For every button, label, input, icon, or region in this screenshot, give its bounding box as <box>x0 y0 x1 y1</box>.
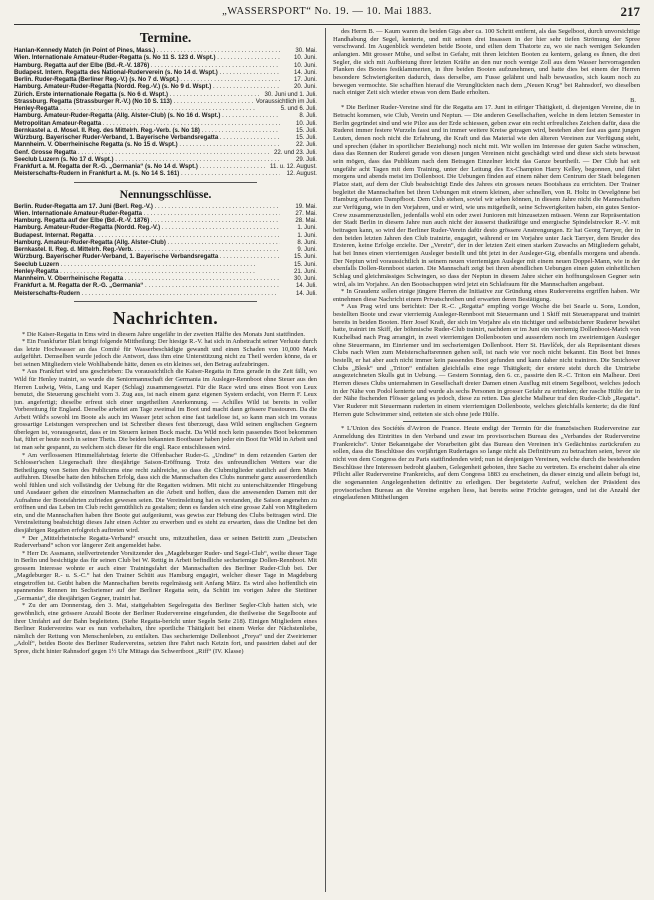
nennung-date: 28. Mai. <box>295 217 317 224</box>
termine-row <box>14 134 317 141</box>
termine-event: Mannheim. V. Oberrheinische Regatta (s. No 15 d. Wspt.) . . . <box>14 141 280 148</box>
termine-event: Frankfurt a. M. Regatta der R.-G. „Germania“ (s. No 14 d. Wspt.) . . . <box>14 163 267 170</box>
termine-event: Genf. Grosse Regatta . . . <box>14 149 271 156</box>
news-paragraph: * L'Union des Sociétés d'Aviron de France. Heute endigt der Termin für die französischen Rudervereine zur Anmeldung des Eintrittes in den Verband und zwar im provisorischen Bureau des „Verbandes der Rudervereine Frankreichs“. Unter Bekanntgabe der Vorarbeiten gibt das Bureau den Vereinen in's Gedächtniss zurückrufen zu sollen, dass die Beschlüsse des vorjährigen Rudertages so lange nicht als Definitivum zu betrachten seien, bevor sie nicht von dem Congress der zu Paris stattfindenden wird; nun ist denjenigen Vereinen, welche durch die bestehenden Beschlüsse ihre Interessen bedroht glauben, Gelegenheit geboten, ihre Sache zu vertreten. Es erscheint daher als eine Pflicht aller Rudervereine Frankreichs, auf dem Congress 1883 zu erscheinen, da dieser einzig und allein befugt ist, die sogenannten Angelegenheiten definitiv zu erledigen. Der begeisterte Aufruf, welchen der Präsident des provisorischen Bureau an die Vereine ergehen liess, hat bereits seine Früchte getragen, und ist die Anzahl der eingelaufenen Mittheilungen <box>333 425 640 502</box>
nennung-row <box>14 210 317 217</box>
termine-date: 29. Juli. <box>295 155 317 163</box>
termine-row <box>14 149 317 156</box>
termine-date: 10. Juni. <box>293 61 317 69</box>
left-news-text <box>14 331 317 656</box>
left-column <box>14 28 317 892</box>
termine-date: 11. u. 12. August. <box>270 163 317 170</box>
section-rule <box>403 421 570 422</box>
termine-row <box>14 76 317 83</box>
news-paragraph: * Der „Mittelrheinische Regatta-Verband“ ersucht uns, mitzutheilen, dass er seinen Beitritt zum „Deutschen Ruderverband“ schon vor längerer Zeit angemeldet habe. <box>14 534 317 550</box>
author-signature: B. <box>630 96 636 104</box>
nennung-event: Berlin. Ruder-Regatta am 17. Juni (Berl. Reg.-V.) . . . <box>14 203 280 210</box>
termine-event: Hanlan-Kennedy Match (in Point of Pines, Mass.) . . . <box>14 47 280 54</box>
termine-date: 8. Juli. <box>299 112 317 120</box>
termine-row <box>14 91 317 98</box>
nennung-row <box>14 217 317 224</box>
nennung-event: Henley-Regatta . . . <box>14 268 280 275</box>
running-title: „WASSERSPORT“ No. 19. — 10. Mai 1883. <box>222 6 432 17</box>
news-paragraph: des Herrn B. — Kaum waren die beiden Gigs aber ca. 100 Schritt entfernt, als das Segelboot, durch unvorsichtige Handhabung der Segel, kenterte, und mit seinen drei Insassen in der hier sehr tiefen Strömung der Spree verschwand. Im Augenblick wendeten beide Boote, und eilten dem Thatorte zu, wo sie nach wenigen Sekunden anlangten. Mit grosser Mühe, und selbst in Gefahr, mit ihren leichten Booten zu kentern, gelang es ihnen, die drei Segler, die sich mit Aufbietung ihrer letzten Kräfte an den nur noch wenige Zoll aus dem Wasser hervorragenden Planken des Bootes festklammerten, in ihre beiden Booten aufzunehmen, und hatte dies bei einem der Herren besondere Schwierigkeiten dadurch, dass derselbe, am Fusse gelähmt und halb bewusstlos, sich kaum noch zu bewegen vermochte. Sie schafften hierauf die Verunglückten nach dem „Neuen Krug“ bei Rahnsdorf, wo dieselben nach einiger Zeit sich wieder etwas von dem Bade erholten. <box>333 28 640 97</box>
nennung-date: 8. Juni. <box>297 238 317 246</box>
nennung-heading: Nennungsschlüsse. <box>119 188 212 201</box>
news-paragraph: * Aus Prag wird uns berichtet: Der R.-C. „Regatta“ empfing vorige Woche die bei Searle u. Sons, London, bestellten Boote und zwar vierriemig Ausleger-Rennboot mit Steuermann und 1 Skiff mit Steuerapparat und trainirt bereits in beiden Booten. Herr Josef Kraft, der sich im Vorjahre als ein tüchtiger und selbstsicherer Ruderer bewährt hatte, trainirt im Skiff, der böhmische Ruder-Club trainirt, nachdem er im Juni ein vierriemig Dollenboot-Match von Kuchelbad nach Prag arrangirt, in zwei vierriemigen Dollenbooten und ausserdem noch im zweiriemigen Ausleger ohne Steuermann, im Einriemer und im sechsriemigen Dollenboot. Herr St. Havlíček, der als Repräsentant dieses Clubs nach Wien zum Meisterschaftsrennen gehen soll, ist nach wie vor noch nicht bekannt. Ein Boot bei Innes bestellt, er hat aber auch nicht immer kein passendes Boot gefunden und kann daher nicht trainiren. Die Smichover Clubs „Blesk“ und „Triton“ entfalten gleichfalls eine rege Thätigkeit; der erstere steht durch die Umtriebe ausgezeichneten Skulls gut in Uebung. — Gestern Sonntag, den 6. cr., passirte den R.-C. Triton ein Malheur. Drei Herren dieses Clubs unternahmen in Gesellschaft dreier Damen einen Ausflug mit einem Segelboot, welches jedoch in der Nähe von Podol kenterte und wurde als sechs Personen in grosser Gefahr zu ertrinken; der rasche Hülfe der in der Nähe fischenden Flösser gelang es jedoch, diese zu retten. Das gleiche Malheur traf den Ruder-Club „Regatta“. Vier Ruderer mit Steuermann ruderten in einem vierriemigen Dollenboote, welches gleichfalls kenterte; da die fünf Herren gute Schwimmer sind, retteten sie sich ohne jede Hülfe. <box>333 303 640 418</box>
page-number: 217 <box>620 4 640 19</box>
termine-event: Seeclub Luzern (s. No 17 d. Wspt.) . . . <box>14 156 280 163</box>
termine-event: Berlin. Ruder-Regatta (Berliner Reg.-V.) (s. No 7 d. Wspt.) . . . <box>14 76 280 83</box>
nennung-date: 19. Mai. <box>295 202 317 210</box>
nennung-row <box>14 246 317 253</box>
termine-date: 15. Juli. <box>295 134 317 141</box>
termine-row <box>14 83 317 90</box>
termine-date: 17. Juni. <box>293 76 317 83</box>
termine-date: 22. Juli. <box>295 141 317 149</box>
right-news-text <box>333 28 640 502</box>
termine-event: Hamburg. Amateur-Ruder-Regatta (Nordd. Reg.-V.) (s. No 9 d. Wspt.) . . . <box>14 83 280 90</box>
nennung-event: Bernkastel. II. Reg. d. Mittelrh. Reg.-Verb. . . . <box>14 246 280 253</box>
termine-row <box>14 69 317 76</box>
nennung-row <box>14 268 317 275</box>
termine-row <box>14 141 317 148</box>
termine-date: 20. Juni. <box>293 83 317 91</box>
termine-date: 15. Juli. <box>295 126 317 134</box>
termine-row <box>14 170 317 177</box>
nennung-event: Mannheim. V. Oberrheinische Regatta . . . <box>14 275 280 282</box>
news-paragraph: * Zu der am Donnerstag, den 3. Mai, stattgehabten Segelregatta des Berliner Segler-Club hatten sich, wie gewöhnlich, eine grössere Anzahl Boote der Berliner Rudervereine eingefunden, die theilweise die Segelboote auf ihrer Umfahrt auf der Bahn begleiteten. (Siehe Regatta-bericht unter Segeln Seite 218). Einigen Mitgliedern eines Berliner Rudervereins war es nun vorbehalten, ihre sportliche Thätigkeit bei einem Werke der Nächstenliebe, nämlich der Rettung von Menschenleben, zu entfalten. Das sechsriemige Dollenboot „Freya“ und der Zweiriemer „Adolf“, beides Boote des Berliner Rudervereins, setzten ihre Fahrt nach Ketzin fort, und passirten dabei auf der Spree, dicht hinter Rahnsdorf gegen 1½ Uhr Mittags das Schwertboot „Riff“ (IV. Klasse) <box>14 602 317 655</box>
nennung-event: Hamburg. Amateur-Ruder-Regatta (Nordd. Reg.-V.) . . . <box>14 224 280 231</box>
nennung-row <box>14 224 317 231</box>
nennung-date: 14. Juli. <box>295 282 317 290</box>
column-divider <box>325 28 326 892</box>
news-paragraph: * Ein Frankfurter Blatt bringt folgende Mittheilung: Der hiesige R.-V. hat sich in Anbetracht seiner Verluste durch das letzte Hochwasser an das Comité für Wasserbeschädigte gewandt und einen Schaden von 10,000 Mark aufgeführt. Demselben wurde jedoch die Antwort, dass ihm eine Unterstützung nicht zu Theil werden könne, da er bei seinen Mitgliedern viele Wohlhabende hätte, denen es ein kleines sei, den Betrag aufzubringen. <box>14 338 317 368</box>
nennung-row <box>14 203 317 210</box>
nennung-date: 21. Juni. <box>293 267 317 275</box>
nennung-date: 1. Juni. <box>297 224 317 232</box>
termine-event: Hamburg. Regatta auf der Elbe (Bd.-R.-V. 1876) . . . <box>14 62 280 69</box>
termine-row <box>14 156 317 163</box>
termine-date: Voraussichtlich im Juli. <box>255 97 317 105</box>
termine-row <box>14 120 317 127</box>
nennung-row <box>14 261 317 268</box>
termine-date: 12. August. <box>286 170 317 178</box>
nachrichten-heading: Nachrichten. <box>112 307 219 328</box>
nennung-row <box>14 290 317 297</box>
termine-date: 10. Juli. <box>295 119 317 127</box>
nennung-row <box>14 232 317 239</box>
nennung-date: 14. Juli. <box>295 289 317 297</box>
termine-date: 5. und 6. Juli. <box>280 105 317 112</box>
termine-event: Meisterschafts-Rudern in Frankfurt a. M. (s. No 14 S. 161) . . . <box>14 170 280 177</box>
page-header <box>14 0 640 25</box>
termine-row <box>14 98 317 105</box>
termine-row <box>14 163 317 170</box>
nennung-event: Seeclub Luzern . . . <box>14 261 280 268</box>
nennung-date: 27. Mai. <box>295 209 317 217</box>
nennung-date: 15. Juni. <box>293 260 317 268</box>
nennung-event: Frankfurt a. M. Regatta der R.-G. „Germania“ . . . <box>14 282 280 289</box>
termine-event: Henley-Regatta . . . <box>14 105 278 112</box>
termine-row <box>14 54 317 61</box>
termine-row <box>14 62 317 69</box>
termine-row <box>14 112 317 119</box>
section-rule <box>74 182 257 183</box>
termine-event: Wien. Internationale Amateur-Ruder-Regatta (s. No 11 S. 123 d. Wspt.) . . . <box>14 54 280 61</box>
nennung-row <box>14 282 317 289</box>
news-paragraph: * Die Berliner Ruder-Vereine sind für die Regatta am 17. Juni in eifriger Thätigkeit, d. diejenigen Vereine, die in Betracht kommen, wie Club, Verein und Neptun. — Die anderen Gesellschaften, welche in dem letzten Semester in Berlin gegründet sind und wie Pilze aus der Erde schiessen, geben zwar ein recht erfreuliches Zeichen dafür, dass die Ruderei immer festere Wurzeln fasst und in immer weitere Kreise getragen wird, bestehen aber fast aus ganz jungen Leuten, denen noch nicht die Erfahrung, die Kraft und das Material wie den älteren Vereinen zur Verfügung steht, und sprechen (daher in sportlicher Beziehung) noch nicht mit. Wir wollen im Interesse der guten Sache wünschen, dass das Rennen der Ruderei gerade von diesen jungen Vereinen nicht geschädigt wird und diese sich stets bewusst sein mögen, dass das Publikum nach dem Betragen Einzelner leicht das Ganze beurtheilt. — Der Club hat seit ungefähr acht Tagen mit dem Training, unter der Leitung des Ex-Champion Harry Kelley, begonnen, und fährt morgens und abends meist im Dollenboot. Die Uebungen finden auf einem näher dem Centrum der Stadt belegenen Platze statt, auf dem der Club beabsichtigt Ende des Jahres ein grosses neues Bootshaus zu errichten. Der Trainer begleitet die Mannschaften bei ihren Uebungen mit einem kleinen, aber schnellen, von R. Holtz in Oevelgönne bei Hamburg erbauten Dampfboot. Dem Club stehen, soviel wir sehen können, in diesem Jahre nicht die Mannschaften zur Verfügung, wie in den Vorjahren, und er wird, wie uns mitgetheilt, seine Schwerigkeiten haben, ein gutes Senior-Crew zusammenzustellen, jedenfalls wohl ein oder zwei Junioren mit hinzusetzen müssen. Wenn zur Repräsentation der Stadt Berlin in diesem Jahre nun auch nicht der äusserst thatkräftige und energische Spindelstrecker R.-V. mit beitragen kann, so wird der Berliner Ruder-Verein dafür desto grössere Anstrengungen. Er hat Georg Tarryer, der in den beiden letzten Jahren den Club trainirte, engagirt, während er im Vorjahre unter Jack Tarryer, dem Bruder des Ersteren, keine Erfolge erzielte. Der „Verein“, der in der letzten Zeit einen starken Zuwachs an Mitgliedern gehabt, hat bei Innes einen vierriemigen Ausleger bestellt und übt jetzt in der Ausleger-Gig, ebenfalls morgens und abends. Der Neptun wird voraussichtlich in seinem neuen vierriemigen Ausleger mit einem neuen Doppel-Mann, wie in der ebenfalls Dollen-Rennboot starten. Die Mannschaft zeigt bei ihren abendlichen Uebungen einen guten einheitlichen Schlag und gleichmässiges Schwingen, so dass der Neptun in diesem Jahre sicher ein hoffnungslosen Gegner sein wird, als im Vorjahre. An den Bootsschuppen wird jetzt ein Schlafraum für die Mannschaften angebaut. <box>333 104 640 288</box>
termine-event: Bernkastel a. d. Mosel. II. Reg. des Mittelrh. Reg.-Verb. (s. No 18) . . . <box>14 127 280 134</box>
nennung-event: Hamburg. Amateur-Ruder-Regatta (Allg. Alster-Club) . . . <box>14 239 280 246</box>
nennung-date: 30. Juni. <box>293 275 317 282</box>
termine-date: 14. Juni. <box>293 68 317 76</box>
nennung-table <box>14 203 317 297</box>
section-rule <box>74 301 257 302</box>
news-paragraph: * Aus Frankfurt wird uns geschrieben: Da voraussichtlich die Kaiser-Regatta in Ems gerade in die Zeit fällt, wo Wild für Henley trainirt, so wurde die Seniormannschaft der Germania im Ausleger-Rennboot ohne Steuer aus den Herren Ludwig, Weis, Lang und Kaper (Schlag) zusammengesetzt. Für die Race wird uns eines Boot von Leux benutzt, die Steuerung geschieht vom 3. Zug aus, ist nach einem ganz eigenen System erdacht, von Herrn F. Leux jun. angefertigt; dieselbe erfreut sich einer ungetheilten Anerkennung. — Achilles Wild ist bereits in voller Vorbereitung für England. Derselbe arbeitet am Tage zweimal im Boot und macht dann grössere Fusstouren. Da die Arbeit Wild's sowohl im Boote als auch im Wasser jetzt schon eine fast tadellose ist, so kann man sich im voraus grossartige Leistungen versprechen und ist Schreiber dieses fest überzeugt, dass Wild seinen englischen Gegnern überlegen ist, vorausgesetzt, dass er im Steuern keinen Bock macht. Da Wild noch kein passendes Boot bekommen hat, führt er heute noch in seiner Thetis. Die beiden bekannten Bootbauer haben jeder ein Boot für Wild in Arbeit und ist man sehr gespannt, zu welchem sich dieser für die engl. Race entschliessen wird. <box>14 368 317 451</box>
nennung-row <box>14 253 317 260</box>
termine-row <box>14 47 317 54</box>
termine-table <box>14 47 317 178</box>
nennung-event: Würzburg. Bayerischer Ruder-Verband, 1. Bayerische Verbandsregatta . . . <box>14 253 280 260</box>
nennung-event: Wien. Internationale Amateur-Ruder-Regatta . . . <box>14 210 280 217</box>
termine-date: 30. Mai. <box>295 47 317 54</box>
termine-date: 30. Juni und 1. Juli. <box>264 90 317 98</box>
termine-heading: Termine. <box>139 30 192 45</box>
termine-row <box>14 127 317 134</box>
news-paragraph: * Herr Dr. Assmann, stellvertretender Vorsitzender des „Magdeburger Ruder- und Segel-Club“, weilte dieser Tage in Berlin und besichtigte das für seinen Club bei W. Rettig in Arbeit befindliche sechsriemige Dollen-Rennboot. Mit grossem Interesse wohnte er auch einer Trainingsfahrt der Mannschaften des Berliner Ruder-Club bei. Der „Magdeburger R.- u. S.-C.“ hat den Trainer Schütt aus Hamburg engagirt, welcher dieser Tage in Magdeburg eingetroffen ist. Geübt haben die Mannschaften bereits regelmässig seit Anfang März. Es wird also hoffentlich ein spannendes Rennen im Sechsriemer auf der Berliner Regatta sein, da Schütt im vorigen Jahre die Stettiner „Germania“, die diesjährigen Gegner, trainirt hat. <box>14 549 317 602</box>
nennung-event: Meisterschafts-Rudern . . . <box>14 290 280 297</box>
termine-date: 22. und 23. Juli. <box>273 148 317 156</box>
news-paragraph: * Die Kaiser-Regatta in Ems wird in diesem Jahre ungefähr in der zweiten Hälfte des Monats Juni stattfinden. <box>22 330 306 338</box>
nennung-event: Budapest. Internat. Regatta . . . <box>14 232 280 239</box>
news-paragraph: * Am verflossenen Himmelfahrtstag feierte die Offenbacher Ruder-G. „Undine“ in dem reizenden Garten der Schlosser'schen Liegenschaft ihre diesjährige Saison-Eröffnung. Trotz des unfreundlichen Wetters war die Betheiligung von Seiten des Publicums eine recht zahlreiche, so dass die Clubmitglieder stattlich auf dem Main auffuhren. Dieselbe hatte den hübschen Erfolg, dass sich die Mannschaften des Clubs nunmehr ganz ausserordentlich wohl fühlen und sich vollständig der Uebung für die Regatten widmen. Mit nicht zu unterschätzender Hingebung und Ausdauer gehen die einzelnen Mannschaften an die Arbeit und hoffen, dass die anwesenden Damen mit der Aufnahme der Bootsfahrten zufrieden gewesen seien. Die Vereinsleitung hat es verstanden, die Saison angenehm zu eröffnen und das Leben im Club recht gemüthlich zu gestalten; denn es fanden sich eine grosse Zahl von Mitgliedern ein, und die Mannschaften haben ihre Boote gut aufgeräumt, was gewiss zur Hebung des Clubs beitragen wird. Die Vereinsleitung beabsichtigt dieses Jahr einen Achter zu erwerben und es steht zu erwarten, dass die Undine bei den diesjährigen Regatten erfolgreich auftreten wird. <box>14 451 317 534</box>
news-paragraph: * In Graudenz sollen einige jüngere Herren die Initiative zur Gründung eines Rudervereins ergriffen haben. Wir entnehmen diese Nachricht einem Privatschreiben und erwarten deren Bestätigung. <box>333 288 640 303</box>
termine-date: 10. Juni. <box>293 54 317 62</box>
termine-row <box>14 105 317 112</box>
nennung-event: Hamburg. Regatta auf der Elbe (Bd.-R.-V. 1876) . . . <box>14 217 280 224</box>
termine-event: Strassburg. Regatta (Strassburger R.-V.) (No 10 S. 113) . . . <box>14 98 253 105</box>
nennung-date: 1. Juni. <box>297 231 317 239</box>
termine-event: Hamburg. Amateur-Ruder-Regatta (Allg. Alster-Club) (s. No 16 d. Wspt.) . . . <box>14 112 280 119</box>
termine-event: Metropolitan Amateur-Regatta . . . <box>14 120 280 127</box>
termine-event: Zürich. Erste internationale Regatta (s. No 6 d. Wspt.) . . . <box>14 91 261 98</box>
termine-event: Budapest. Intern. Regatta des National-Ruderverein (s. No 14 d. Wspt.) . . . <box>14 69 280 76</box>
nennung-date: 15. Juni. <box>293 253 317 261</box>
termine-event: Würzburg. Bayerischer Ruder-Verband, 1. Bayerische Verbandsregatta . . . <box>14 134 280 141</box>
nennung-row <box>14 275 317 282</box>
nennung-date: 9. Juni. <box>297 246 317 253</box>
right-column <box>333 28 640 892</box>
nennung-row <box>14 239 317 246</box>
